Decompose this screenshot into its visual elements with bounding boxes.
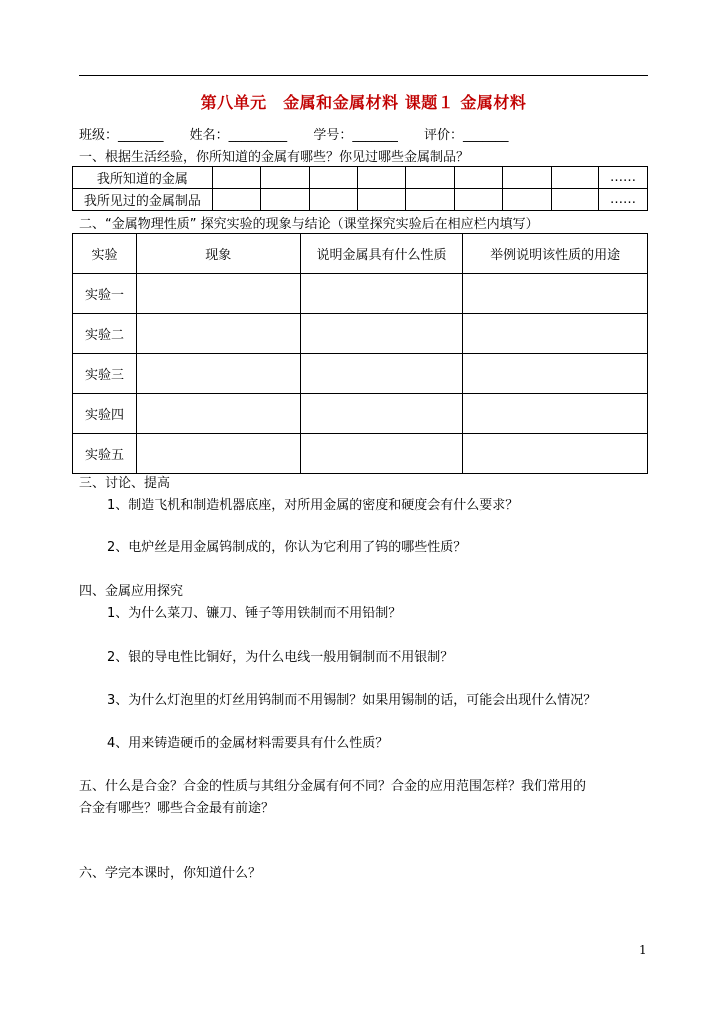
blank-cell[interactable] xyxy=(261,167,309,189)
blank-cell[interactable] xyxy=(309,189,357,211)
table-row xyxy=(73,189,648,211)
evaluation-field: 评价：_______ xyxy=(423,128,509,143)
experiment-label: 实验一 xyxy=(73,274,137,314)
class-field: 班级：_______ xyxy=(79,128,164,143)
header-usage: 举例说明该性质的用途 xyxy=(463,234,648,274)
header-experiment: 实验 xyxy=(73,234,137,274)
experiment-label: 实验五 xyxy=(73,434,137,474)
blank-cell[interactable] xyxy=(261,189,309,211)
student-info-row xyxy=(79,124,648,143)
student-number-field: 学号：_______ xyxy=(313,128,398,143)
application-question-4: 4、用来铸造硬币的金属材料需要具有什么性质？ xyxy=(107,736,389,751)
blank-cell[interactable] xyxy=(551,167,598,189)
blank-cell[interactable] xyxy=(463,314,648,354)
ellipsis-cell: …… xyxy=(599,167,648,189)
known-metals-table xyxy=(72,166,648,211)
experiment-table xyxy=(72,233,648,474)
blank-cell[interactable] xyxy=(463,394,648,434)
blank-cell[interactable] xyxy=(300,434,463,474)
table-row xyxy=(73,434,648,474)
blank-cell[interactable] xyxy=(136,314,300,354)
section5-line-1: 五、什么是合金？合金的性质与其组分金属有何不同？合金的应用范围怎样？我们常用的 xyxy=(79,779,587,794)
blank-cell[interactable] xyxy=(300,274,463,314)
section3-heading: 三、讨论、提高 xyxy=(79,476,171,491)
application-question-1: 1、为什么菜刀、镰刀、锤子等用铁制而不用铅制？ xyxy=(107,606,402,621)
section6-heading: 六、学完本课时，你知道什么？ xyxy=(79,866,262,881)
experiment-label: 实验二 xyxy=(73,314,137,354)
section1-heading: 一、根据生活经验，你所知道的金属有哪些？你见过哪些金属制品？ xyxy=(79,150,470,165)
blank-cell[interactable] xyxy=(136,434,300,474)
application-question-3: 3、为什么灯泡里的灯丝用钨制而不用锡制？如果用锡制的话，可能会出现什么情况？ xyxy=(107,693,597,708)
page-number: 1 xyxy=(639,943,647,957)
section5-line-2: 合金有哪些？哪些合金最有前途？ xyxy=(79,801,275,816)
blank-cell[interactable] xyxy=(300,354,463,394)
blank-cell[interactable] xyxy=(463,434,648,474)
experiment-label: 实验四 xyxy=(73,394,137,434)
experiment-label: 实验三 xyxy=(73,354,137,394)
header-property: 说明金属具有什么性质 xyxy=(300,234,463,274)
row-label-metal-products: 我所见过的金属制品 xyxy=(73,189,213,211)
blank-cell[interactable] xyxy=(454,167,502,189)
blank-cell[interactable] xyxy=(136,274,300,314)
table-row xyxy=(73,314,648,354)
blank-cell[interactable] xyxy=(551,189,598,211)
name-field: 姓名：_________ xyxy=(189,128,288,143)
table-header-row xyxy=(73,234,648,274)
header-phenomenon: 现象 xyxy=(136,234,300,274)
blank-cell[interactable] xyxy=(463,274,648,314)
table-row xyxy=(73,274,648,314)
blank-cell[interactable] xyxy=(309,167,357,189)
section4-heading: 四、金属应用探究 xyxy=(79,584,184,599)
blank-cell[interactable] xyxy=(357,167,405,189)
blank-cell[interactable] xyxy=(136,354,300,394)
blank-cell[interactable] xyxy=(300,314,463,354)
table-row xyxy=(73,167,648,189)
section2-heading: 二、“金属物理性质” 探究实验的现象与结论（课堂探究实验后在相应栏内填写） xyxy=(79,217,539,232)
blank-cell[interactable] xyxy=(406,189,454,211)
table-row xyxy=(73,394,648,434)
blank-cell[interactable] xyxy=(463,354,648,394)
blank-cell[interactable] xyxy=(454,189,502,211)
blank-cell[interactable] xyxy=(503,189,551,211)
blank-cell[interactable] xyxy=(212,189,260,211)
blank-cell[interactable] xyxy=(136,394,300,434)
blank-cell[interactable] xyxy=(503,167,551,189)
ellipsis-cell: …… xyxy=(599,189,648,211)
page-title: 第八单元 金属和金属材料 课题１ 金属材料 xyxy=(200,93,527,112)
blank-cell[interactable] xyxy=(357,189,405,211)
row-label-known-metals: 我所知道的金属 xyxy=(73,167,213,189)
discussion-question-1: 1、制造飞机和制造机器底座，对所用金属的密度和硬度会有什么要求？ xyxy=(107,498,519,513)
application-question-2: 2、银的导电性比铜好，为什么电线一般用铜制而不用银制？ xyxy=(107,650,454,665)
discussion-question-2: 2、电炉丝是用金属钨制成的，你认为它利用了钨的哪些性质？ xyxy=(107,540,467,555)
blank-cell[interactable] xyxy=(406,167,454,189)
table-row xyxy=(73,354,648,394)
blank-cell[interactable] xyxy=(300,394,463,434)
header-rule xyxy=(79,75,648,76)
blank-cell[interactable] xyxy=(212,167,260,189)
